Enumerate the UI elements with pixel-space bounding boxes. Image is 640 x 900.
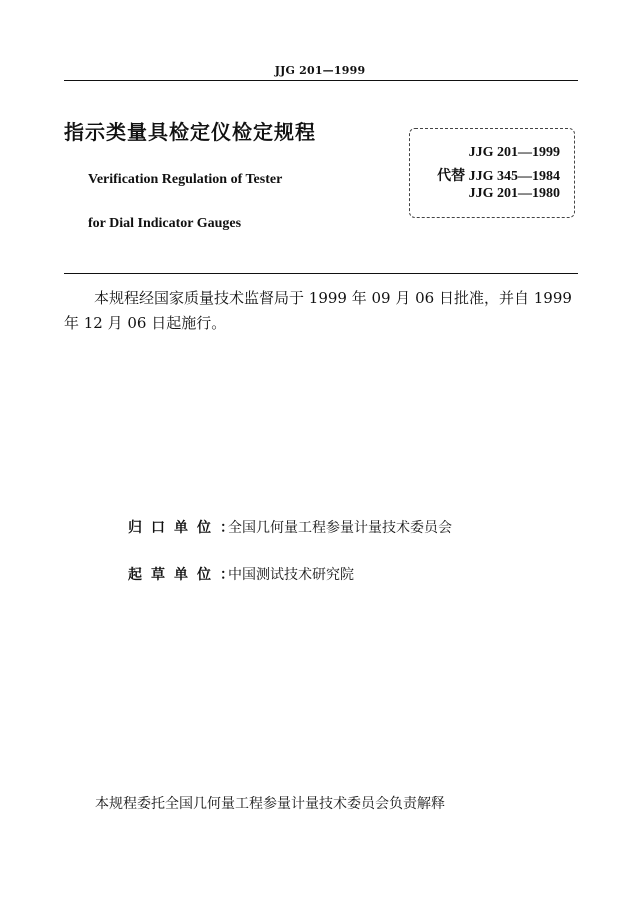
responsible-unit-row xyxy=(128,517,452,537)
responsible-unit-label: 归口单位： xyxy=(128,520,243,536)
title-english-line2: for Dial Indicator Gauges xyxy=(88,216,242,231)
drafting-unit-label: 起草单位： xyxy=(128,567,243,583)
interpretation-note: 本规程委托全国几何量工程参量计量技术委员会负责解释 xyxy=(95,796,445,812)
top-rule xyxy=(64,80,578,81)
drafting-unit-value: 中国测试技术研究院 xyxy=(228,567,354,583)
drafting-unit-row xyxy=(128,564,354,584)
replacement-code-box xyxy=(409,128,575,218)
current-code: JJG 201—1999 xyxy=(468,145,560,160)
approval-statement: 本规程经国家质量技术监督局于 1999 年 09 月 06 日批准，并自 1999 年 12 月 06 日起施行。 xyxy=(64,289,572,332)
title-english-line1: Verification Regulation of Tester xyxy=(88,172,283,187)
middle-rule xyxy=(64,273,578,274)
replaces-code-2: JJG 201—1980 xyxy=(468,186,560,201)
standard-code-header: JJG 201—1999 xyxy=(274,64,366,77)
replaces-code-1: 代替 JJG 345—1984 xyxy=(437,169,560,184)
title-chinese: 指示类量具检定仪检定规程 xyxy=(64,120,316,144)
responsible-unit-value: 全国几何量工程参量计量技术委员会 xyxy=(228,520,452,536)
